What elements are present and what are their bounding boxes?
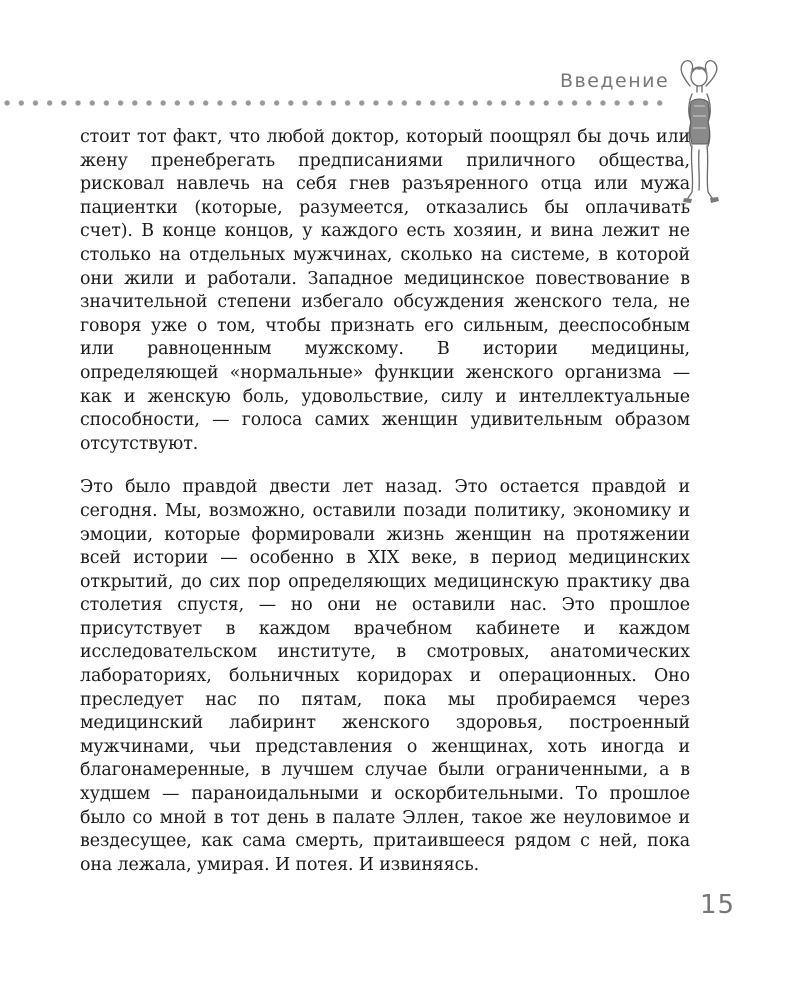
body-text <box>80 126 690 897</box>
running-header-title: Введение <box>560 70 670 92</box>
dotted-divider <box>0 99 664 107</box>
paragraph: Это было правдой двести лет назад. Это остается правдой и сегодня. Мы, возможно, оставили позади политику, экономику и эмоции, которые формировали жизнь женщин на протяжении всей истории — особенно в XIX веке, в период медицинских открытий, до сих пор определяющих медицинскую практику два столетия спустя, — но они не оставили нас. Это прошлое присутствует в каждом врачебном кабинете и каждом исследовательском институте, в смотровых, анатомических лабораториях, больничных коридорах и операционных. Оно преследует нас по пятам, пока мы пробираемся через медицинский лабиринт женского здоровья, построенный мужчинами, чьи представления о женщинах, хоть иногда и благонамеренные, в лучшем случае были ограниченными, а в худшем — параноидальными и оскорбительными. То прошлое было со мной в тот день в палате Эллен, такое же неуловимое и вездесущее, как сама смерть, притаившееся рядом с ней, пока она лежала, умирая. И потея. И извиняясь. <box>80 477 690 875</box>
page-number: 15 <box>700 890 736 920</box>
paragraph: стоит тот факт, что любой доктор, который поощрял бы дочь или жену пренебрегать предписаниями приличного общества, рисковал навлечь на себя гнев разъяренного отца или мужа пациентки (которые, разумеется, отказались бы оплачивать счет). В конце концов, у каждого есть хозяин, и вина лежит не столько на отдельных мужчинах, сколько на системе, в которой они жили и работали. Западное медицинское повествование в значительной степени избегало обсуждения женского тела, не говоря уже о том, чтобы признать его сильным, дееспособным или равноценным мужскому. В истории медицины, определяющей «нормальные» функции женского организма — как и женскую боль, удовольствие, силу и интеллектуальные способности, — голоса самих женщин удивительным образом отсутствуют. <box>80 127 690 454</box>
